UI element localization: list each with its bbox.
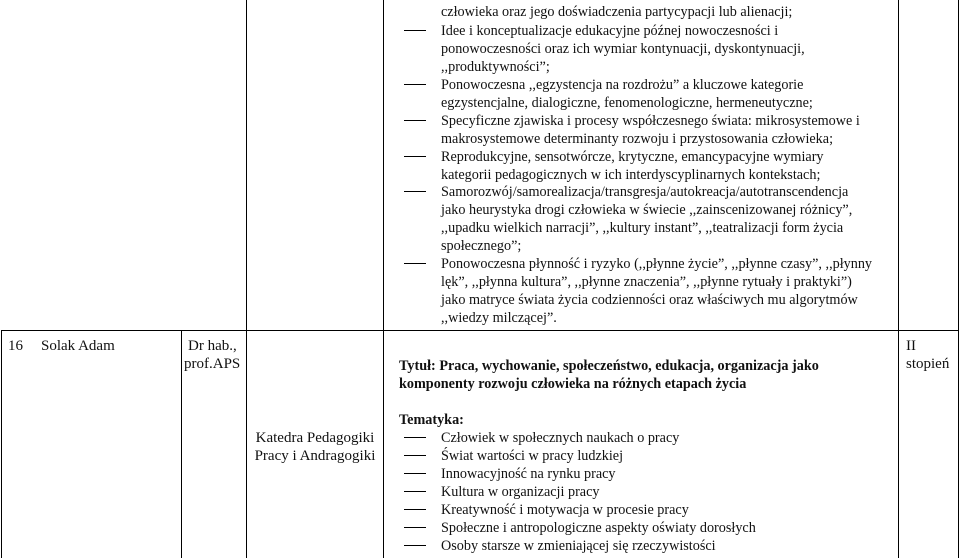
thematics-item: Kultura w organizacji pracy: [441, 484, 600, 500]
column-divider-3: [383, 0, 384, 558]
bullet-dash: [404, 473, 426, 474]
thematics-item: Społeczne i antropologiczne aspekty oświaty dorosłych: [441, 520, 756, 536]
continuation-line: Specyficzne zjawiska i procesy współczesnego świata: mikrosystemowe i: [441, 113, 860, 129]
continuation-line: egzystencjalne, dialogiczne, fenomenologiczne, hermeneutyczne;: [441, 95, 813, 111]
bullet-dash: [404, 527, 426, 528]
bullet-dash: [404, 84, 426, 85]
continuation-line: ponowoczesności oraz ich wymiar kontynuacji, dyskontynuacji,: [441, 41, 805, 57]
continuation-line: makrosystemowe determinanty rozwoju i przystosowania człowieka;: [441, 131, 834, 147]
continuation-line: ,,produktywności”;: [441, 59, 550, 75]
column-divider-4: [898, 0, 899, 558]
thematics-item: Kreatywność i motywacja w procesie pracy: [441, 502, 689, 518]
continuation-line: jako heurystyka drogi człowieka w świecie ,,zainscenizowanej różnicy”,: [441, 202, 853, 218]
seminar-title: Tytuł: Praca, wychowanie, społeczeństwo, edukacja, organizacja jako: [399, 358, 819, 374]
degree-level: stopień: [906, 356, 950, 372]
bullet-dash: [404, 30, 426, 31]
thematics-label: Tematyka:: [399, 412, 464, 428]
continuation-line: człowieka oraz jego doświadczenia partycypacji lub alienacji;: [441, 4, 793, 20]
bullet-dash: [404, 509, 426, 510]
continuation-line: ,,upadku wielkich narracji”, ,,kultury instant”, ,,teatralizacji form życia: [441, 220, 844, 236]
continuation-line: Ponowoczesna płynność i ryzyko (,,płynne życie”, ,,płynne czasy”, ,,płynny: [441, 256, 873, 272]
degree-level: II: [906, 338, 916, 354]
row-divider: [1, 330, 959, 331]
bullet-dash: [404, 156, 426, 157]
bullet-dash: [404, 491, 426, 492]
supervisor-name: Solak Adam: [41, 338, 115, 354]
row-number: 16: [8, 338, 23, 354]
department: Pracy i Andragogiki: [254, 448, 376, 464]
bullet-dash: [404, 120, 426, 121]
continuation-line: ,,wiedzy milczącej”.: [441, 310, 557, 326]
bullet-dash: [404, 545, 426, 546]
table-border-right: [958, 0, 959, 558]
bullet-dash: [404, 191, 426, 192]
thematics-item: Świat wartości w pracy ludzkiej: [441, 448, 624, 464]
continuation-line: jako matryce świata życia codzienności oraz właściwych mu algorytmów: [441, 292, 858, 308]
continuation-line: Ponowoczesna ,,egzystencja na rozdrożu” a kluczowe kategorie: [441, 77, 804, 93]
continuation-line: kategorii pedagogicznych w ich interdyscyplinarnych kontekstach;: [441, 167, 821, 183]
continuation-line: lęk”, ,,płynna kultura”, ,,płynne znaczenia”, ,,płynne rytuały i praktyki”): [441, 274, 852, 290]
thematics-item: Innowacyjność na rynku pracy: [441, 466, 616, 482]
department: Katedra Pedagogiki: [255, 430, 375, 446]
thematics-item: Człowiek w społecznych naukach o pracy: [441, 430, 680, 446]
thematics-item: Osoby starsze w zmieniającej się rzeczywistości: [441, 538, 716, 554]
bullet-dash: [404, 437, 426, 438]
column-divider-2: [246, 0, 247, 558]
academic-title: prof.APS: [184, 356, 241, 372]
academic-title: Dr hab.,: [188, 338, 237, 354]
continuation-line: Reprodukcyjne, sensotwórcze, krytyczne, emancypacyjne wymiary: [441, 149, 824, 165]
column-divider-1: [181, 330, 182, 558]
continuation-line: Idee i konceptualizacje edukacyjne późnej nowoczesności i: [441, 23, 779, 39]
table-border-left: [1, 330, 2, 558]
bullet-dash: [404, 263, 426, 264]
continuation-line: Samorozwój/samorealizacja/transgresja/autokreacja/autotranscendencja: [441, 184, 849, 200]
continuation-line: społecznego”;: [441, 238, 522, 254]
bullet-dash: [404, 455, 426, 456]
seminar-title: komponenty rozwoju człowieka na różnych etapach życia: [399, 376, 747, 392]
